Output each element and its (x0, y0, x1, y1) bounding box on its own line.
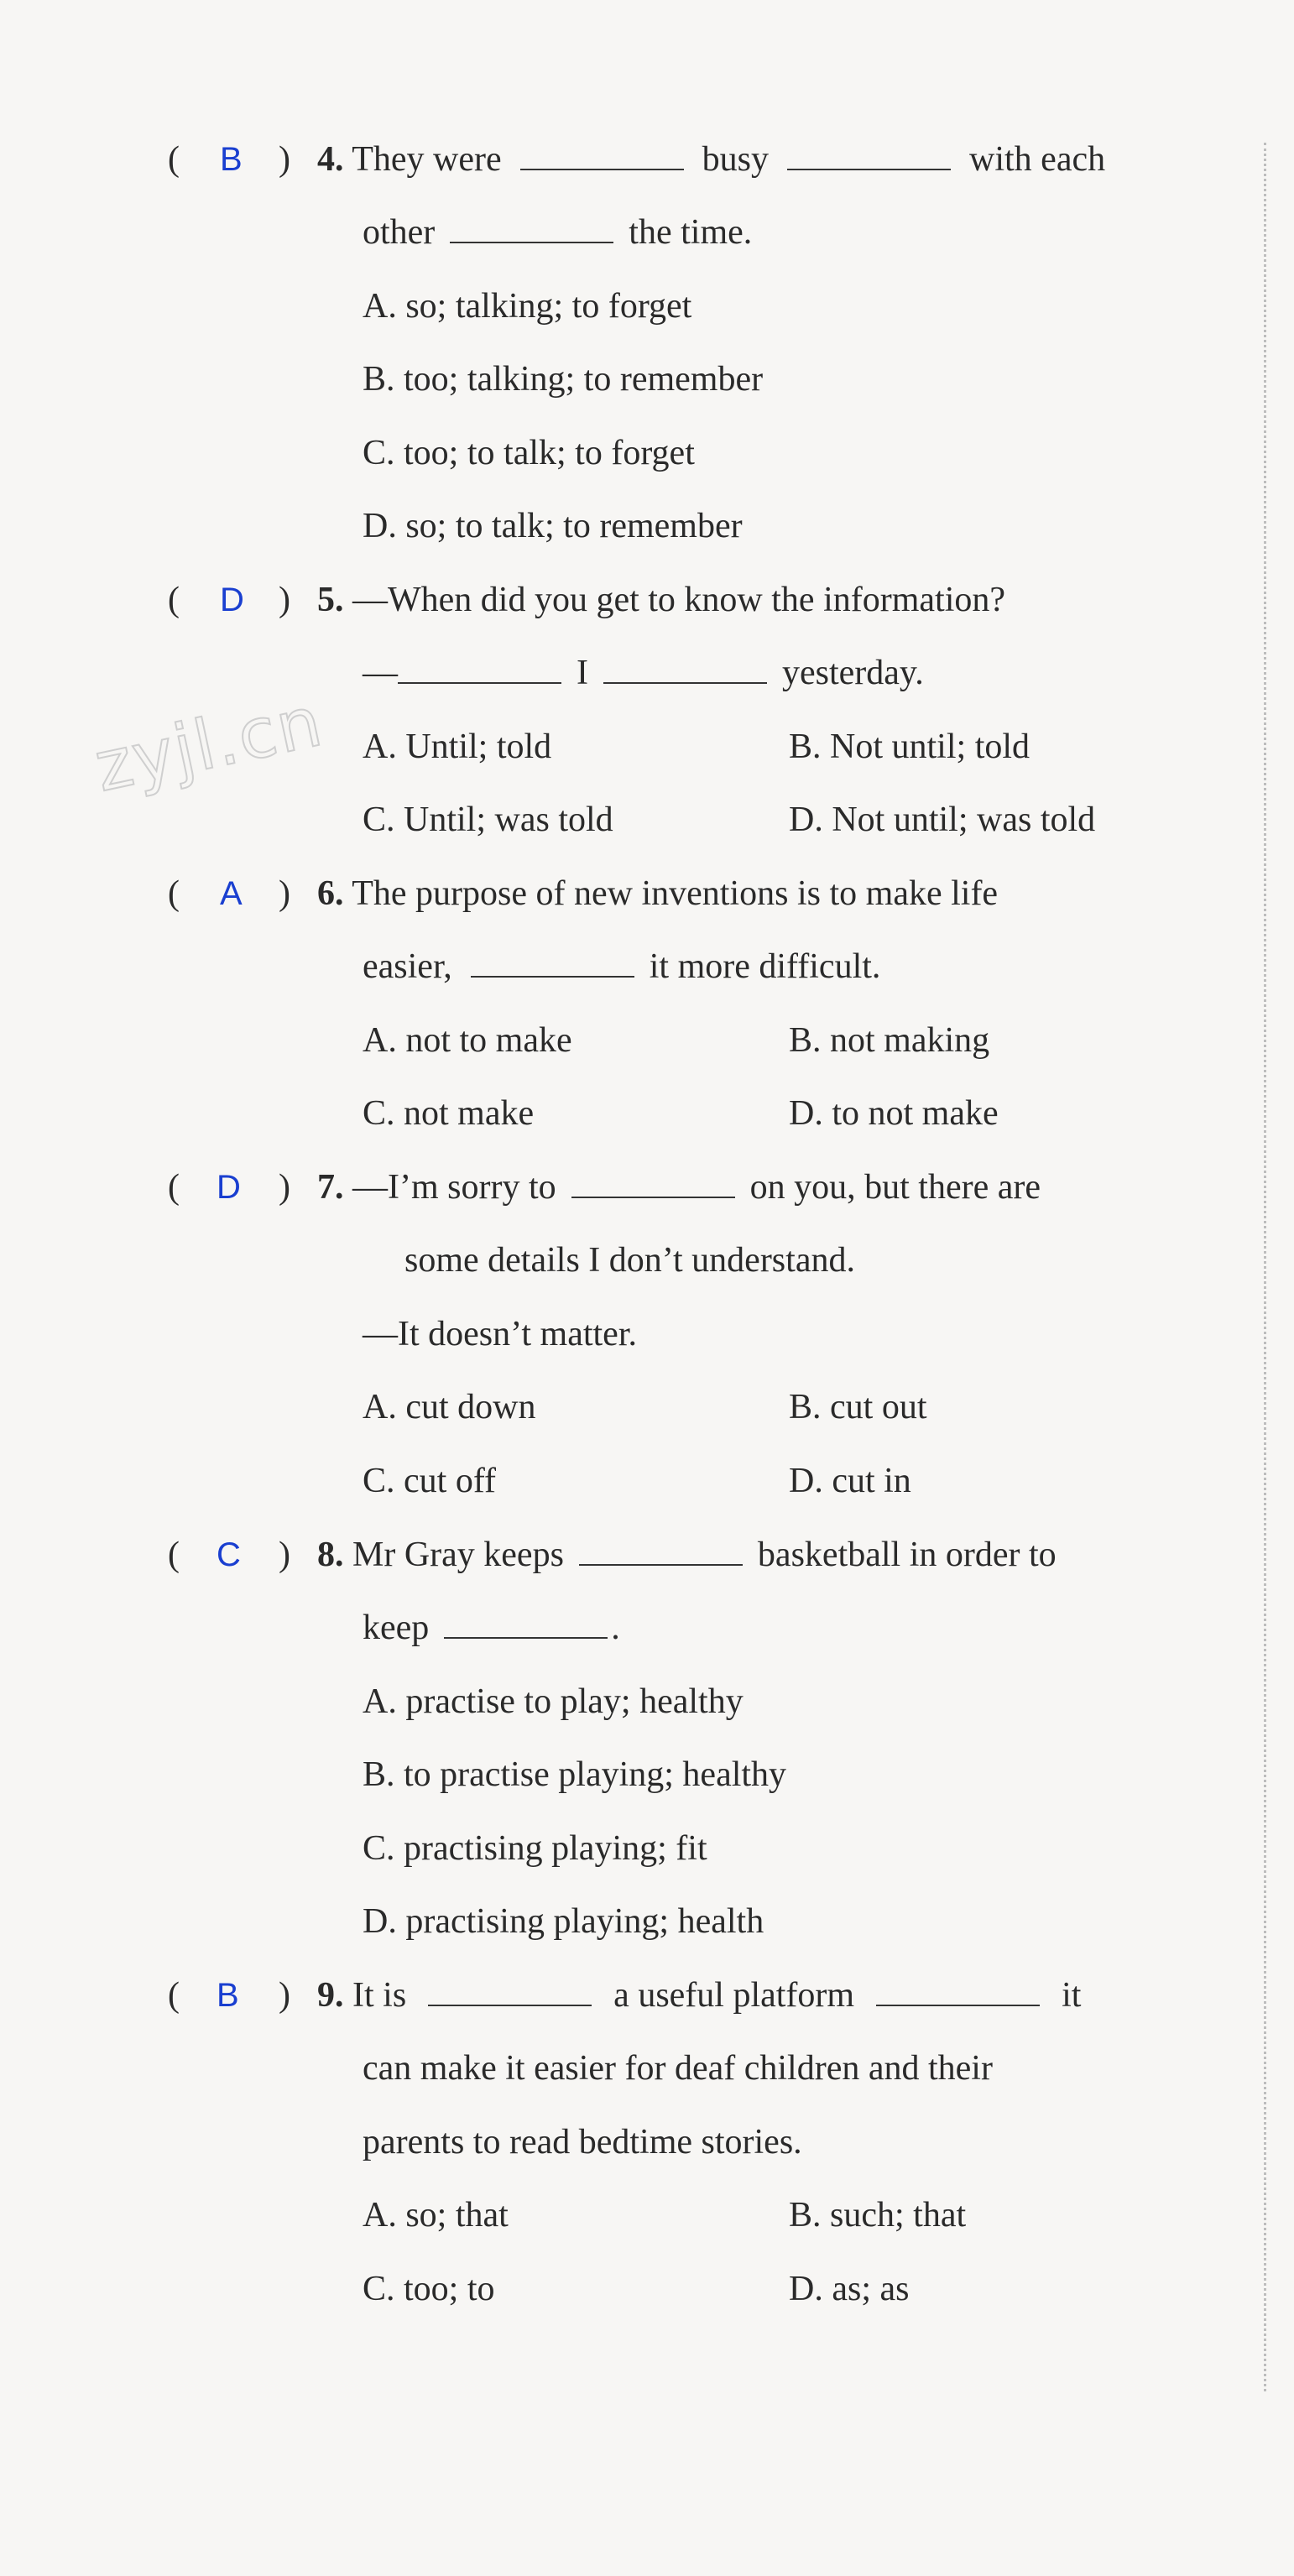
answer-paren-open: ( (168, 1536, 180, 1574)
answer-blank[interactable] (398, 654, 561, 684)
option-a[interactable]: A. cut down (363, 1388, 536, 1426)
stem-text: I (577, 654, 588, 692)
question-number: 6. (317, 874, 344, 913)
answer-value: A (220, 875, 243, 912)
option-b[interactable]: B. to practise playing; healthy (363, 1755, 787, 1794)
option-d[interactable]: D. Not until; was told (789, 800, 1096, 839)
option-b[interactable]: B. Not until; told (789, 727, 1031, 766)
option-a[interactable]: A. so; that (363, 2196, 509, 2234)
answer-paren-close: ) (279, 874, 290, 913)
stem-text: with each (969, 140, 1106, 179)
option-a[interactable]: A. not to make (363, 1021, 572, 1060)
stem-text: yesterday. (782, 654, 924, 692)
answer-blank[interactable] (876, 1976, 1040, 2006)
option-b[interactable]: B. too; talking; to remember (363, 360, 764, 399)
answer-value: D (220, 581, 244, 618)
question-stem-line (363, 2047, 993, 2089)
question-stem-line (363, 946, 880, 988)
option-c[interactable]: C. too; to talk; to forget (363, 434, 695, 472)
answer-value: C (217, 1536, 241, 1573)
option-a[interactable]: A. so; talking; to forget (363, 287, 692, 326)
stem-text: some details I don’t understand. (404, 1241, 855, 1280)
question-stem-line (317, 1974, 1081, 2016)
question-stem-line (317, 1534, 1057, 1576)
stem-text: keep (363, 1609, 430, 1647)
stem-text: —It doesn’t matter. (363, 1315, 637, 1353)
option-d[interactable]: D. to not make (789, 1094, 999, 1133)
answer-paren-close: ) (279, 581, 290, 619)
answer-paren-close: ) (279, 1168, 290, 1207)
stem-text: It is (352, 1976, 407, 2015)
answer-paren-open: ( (168, 874, 180, 913)
stem-text: can make it easier for deaf children and their (363, 2049, 993, 2088)
question-stem-line (317, 138, 1105, 180)
question-number: 4. (317, 140, 344, 179)
question-stem-line (317, 1166, 1041, 1208)
answer-blank[interactable] (571, 1168, 735, 1198)
option-b[interactable]: B. not making (789, 1021, 990, 1060)
question-stem-line (404, 1239, 855, 1281)
answer-blank[interactable] (450, 213, 613, 243)
question-stem-line (363, 211, 752, 253)
option-c[interactable]: C. cut off (363, 1462, 497, 1500)
stem-text: —I’m sorry to (352, 1168, 556, 1207)
option-b[interactable]: B. such; that (789, 2196, 967, 2234)
question-stem-line (363, 1607, 620, 1649)
question-stem-line (363, 652, 924, 694)
stem-text: other (363, 213, 436, 252)
answer-blank[interactable] (428, 1976, 592, 2006)
option-c[interactable]: C. not make (363, 1094, 535, 1133)
question-number: 8. (317, 1536, 344, 1574)
stem-text: easier, (363, 947, 452, 986)
option-d[interactable]: D. as; as (789, 2270, 910, 2308)
option-d[interactable]: D. so; to talk; to remember (363, 507, 743, 545)
answer-paren-close: ) (279, 1976, 290, 2015)
stem-text: on you, but there are (749, 1168, 1041, 1207)
answer-blank[interactable] (603, 654, 767, 684)
answer-value: B (220, 141, 243, 178)
stem-text: Mr Gray keeps (352, 1536, 564, 1574)
answer-value: D (217, 1169, 241, 1206)
stem-text: a useful platform (613, 1976, 855, 2015)
answer-paren-open: ( (168, 581, 180, 619)
option-a[interactable]: A. Until; told (363, 727, 552, 766)
question-number: 9. (317, 1976, 344, 2015)
stem-text: They were (352, 140, 502, 179)
answer-blank[interactable] (579, 1536, 743, 1566)
stem-text: — (363, 654, 398, 692)
question-number: 7. (317, 1168, 344, 1207)
answer-value: B (217, 1977, 239, 2014)
answer-blank[interactable] (520, 140, 684, 170)
page-margin-rule (1264, 143, 1266, 2391)
option-c[interactable]: C. too; to (363, 2270, 495, 2308)
stem-text: —When did you get to know the information? (352, 581, 1006, 619)
stem-text: basketball in order to (757, 1536, 1057, 1574)
question-stem-line (363, 1313, 637, 1355)
answer-paren-open: ( (168, 1168, 180, 1207)
answer-paren-close: ) (279, 1536, 290, 1574)
question-stem-line (363, 2121, 802, 2163)
option-c[interactable]: C. Until; was told (363, 800, 613, 839)
stem-text: busy (702, 140, 770, 179)
answer-blank[interactable] (787, 140, 951, 170)
stem-text: it more difficult. (649, 947, 881, 986)
stem-text: the time. (629, 213, 753, 252)
question-number: 5. (317, 581, 344, 619)
option-d[interactable]: D. cut in (789, 1462, 911, 1500)
answer-blank[interactable] (444, 1609, 608, 1639)
answer-paren-close: ) (279, 140, 290, 179)
answer-paren-open: ( (168, 1976, 180, 2015)
answer-blank[interactable] (471, 947, 634, 978)
option-b[interactable]: B. cut out (789, 1388, 927, 1426)
option-a[interactable]: A. practise to play; healthy (363, 1682, 744, 1721)
watermark: zyjl.cn (88, 681, 331, 808)
stem-text: it (1062, 1976, 1082, 2015)
option-d[interactable]: D. practising playing; health (363, 1902, 764, 1941)
option-c[interactable]: C. practising playing; fit (363, 1829, 707, 1868)
answer-paren-open: ( (168, 140, 180, 179)
stem-text: . (611, 1609, 620, 1647)
stem-text: The purpose of new inventions is to make life (352, 874, 999, 913)
question-stem-line (317, 579, 1005, 621)
question-stem-line (317, 873, 998, 915)
stem-text: parents to read bedtime stories. (363, 2123, 802, 2161)
